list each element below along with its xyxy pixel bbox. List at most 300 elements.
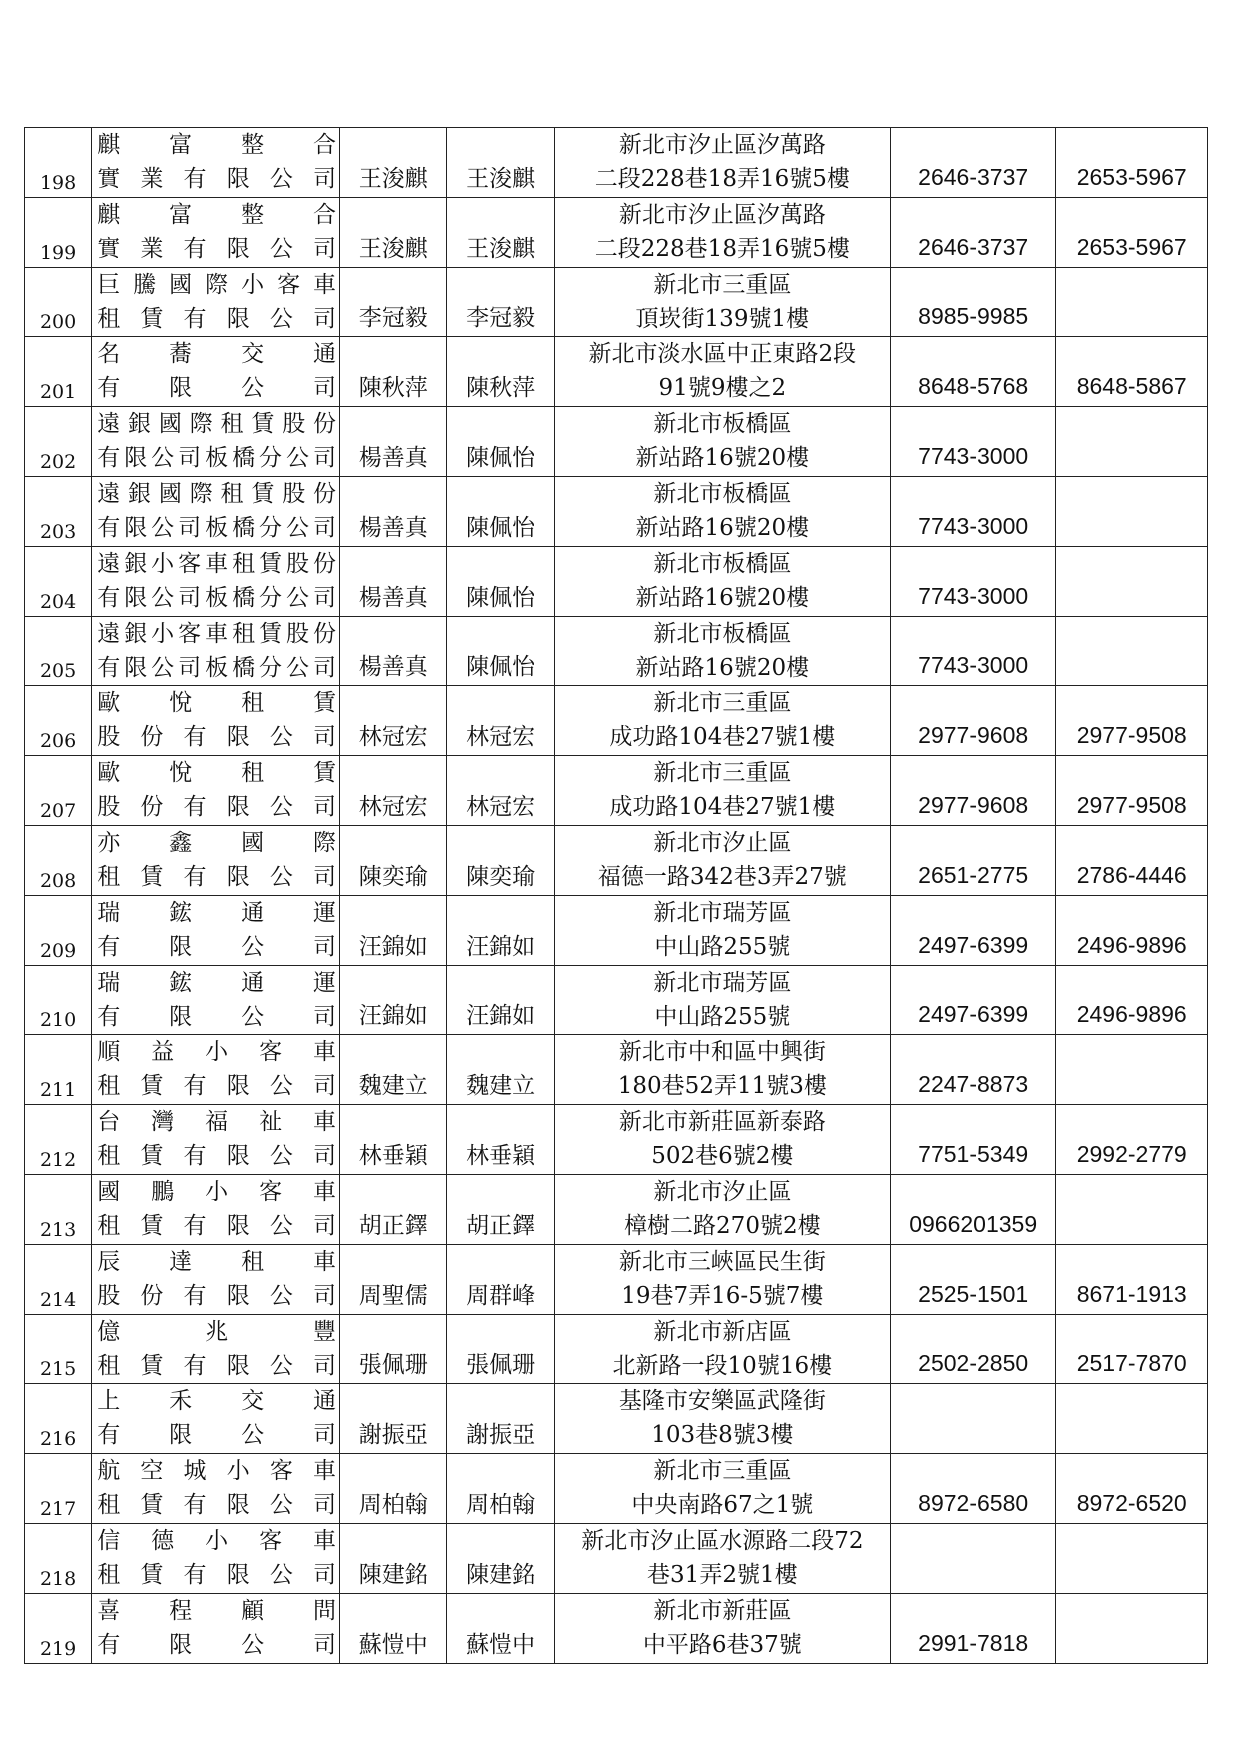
row-number: 198 xyxy=(39,171,77,194)
fax-cell xyxy=(1056,1244,1208,1314)
representative-cell xyxy=(340,546,447,616)
company-name-cell xyxy=(92,407,340,477)
row-number-cell xyxy=(25,1105,92,1175)
fax-cell xyxy=(1056,476,1208,546)
company-name-line: 有 限 公 司 板 橋 分 公 司 xyxy=(97,514,336,541)
contact-name: 謝振亞 xyxy=(466,1422,536,1449)
company-name-cell xyxy=(92,965,340,1035)
representative-name: 周柏翰 xyxy=(358,1491,428,1518)
company-name-line: 股 份 有 限 公 司 xyxy=(97,724,336,751)
row-number-cell xyxy=(25,407,92,477)
address-line: 新北市汐止區汐萬路 xyxy=(618,201,826,228)
representative-cell xyxy=(340,1244,447,1314)
row-number-cell xyxy=(25,895,92,965)
representative-name: 李冠毅 xyxy=(358,305,428,332)
table-row xyxy=(25,825,1208,895)
phone-number: 2247-8873 xyxy=(918,1071,1029,1098)
address-cell xyxy=(554,546,890,616)
fax-number: 2653-5967 xyxy=(1076,233,1187,260)
phone-cell xyxy=(890,128,1056,198)
fax-number: 2977-9508 xyxy=(1076,791,1187,818)
address-cell xyxy=(554,1523,890,1593)
address-cell xyxy=(554,686,890,756)
address-cell xyxy=(554,1244,890,1314)
table-row xyxy=(25,1384,1208,1454)
company-name-line: 有 限 公 司 xyxy=(97,1422,337,1449)
address-line: 新北市板橋區 xyxy=(653,480,792,507)
row-number-cell xyxy=(25,197,92,267)
phone-number: 2525-1501 xyxy=(918,1280,1029,1307)
fax-cell xyxy=(1056,1454,1208,1524)
table-row xyxy=(25,1593,1208,1663)
fax-cell xyxy=(1056,1035,1208,1105)
phone-number: 7743-3000 xyxy=(918,582,1029,609)
address-line: 新站路16號20樓 xyxy=(635,654,810,681)
address-cell xyxy=(554,1174,890,1244)
address-cell xyxy=(554,756,890,826)
phone-number: 7743-3000 xyxy=(918,652,1029,679)
contact-name: 張佩珊 xyxy=(466,1352,536,1379)
representative-cell xyxy=(340,756,447,826)
table-row xyxy=(25,1244,1208,1314)
company-name-line: 瑞 鋐 通 運 xyxy=(97,969,337,996)
company-name-line: 股 份 有 限 公 司 xyxy=(97,1282,336,1309)
address-line: 502巷6號2樓 xyxy=(651,1143,794,1170)
contact-cell xyxy=(447,1035,554,1105)
fax-number: 2992-2779 xyxy=(1076,1140,1187,1167)
address-line: 新北市新莊區 xyxy=(653,1597,792,1624)
address-cell xyxy=(554,337,890,407)
contact-name: 周群峰 xyxy=(466,1282,536,1309)
row-number-cell xyxy=(25,476,92,546)
fax-number: 2496-9896 xyxy=(1076,931,1187,958)
fax-number: 2653-5967 xyxy=(1076,163,1187,190)
phone-cell xyxy=(890,1174,1056,1244)
row-number: 214 xyxy=(39,1288,77,1311)
address-line: 二段228巷18弄16號5樓 xyxy=(594,235,850,262)
row-number-cell xyxy=(25,965,92,1035)
contact-name: 胡正鐸 xyxy=(466,1212,536,1239)
representative-name: 蘇愷中 xyxy=(358,1631,428,1658)
company-name-cell xyxy=(92,686,340,756)
contact-cell xyxy=(447,476,554,546)
phone-number: 2977-9608 xyxy=(918,791,1029,818)
representative-cell xyxy=(340,476,447,546)
rental-company-table xyxy=(24,127,1208,1664)
phone-cell xyxy=(890,1523,1056,1593)
address-line: 新北市汐止區 xyxy=(653,829,792,856)
address-cell xyxy=(554,825,890,895)
phone-number: 2502-2850 xyxy=(918,1350,1029,1377)
row-number: 212 xyxy=(39,1148,77,1171)
contact-name: 周柏翰 xyxy=(466,1491,536,1518)
phone-number: 8648-5768 xyxy=(918,373,1029,400)
address-line: 巷31弄2號1樓 xyxy=(647,1561,798,1588)
table-row xyxy=(25,1454,1208,1524)
address-line: 103巷8號3樓 xyxy=(651,1422,794,1449)
company-name-cell xyxy=(92,1244,340,1314)
representative-cell xyxy=(340,1314,447,1384)
row-number: 199 xyxy=(39,241,77,264)
representative-cell xyxy=(340,1105,447,1175)
phone-cell xyxy=(890,1593,1056,1663)
address-cell xyxy=(554,128,890,198)
phone-cell xyxy=(890,825,1056,895)
company-name-cell xyxy=(92,128,340,198)
row-number-cell xyxy=(25,337,92,407)
contact-name: 陳建銘 xyxy=(466,1561,536,1588)
address-line: 新北市中和區中興街 xyxy=(618,1039,826,1066)
phone-cell xyxy=(890,756,1056,826)
company-name-line: 實 業 有 限 公 司 xyxy=(97,166,336,192)
contact-cell xyxy=(447,965,554,1035)
representative-name: 陳奕瑜 xyxy=(358,863,428,890)
company-name-cell xyxy=(92,825,340,895)
contact-cell xyxy=(447,1105,554,1175)
phone-cell xyxy=(890,965,1056,1035)
company-name-line: 喜 程 顧 問 xyxy=(97,1597,337,1624)
contact-cell xyxy=(447,1174,554,1244)
company-name-cell xyxy=(92,337,340,407)
address-line: 成功路104巷27號1樓 xyxy=(609,794,836,821)
company-name-cell xyxy=(92,197,340,267)
row-number-cell xyxy=(25,267,92,337)
company-name-cell xyxy=(92,476,340,546)
contact-name: 林垂穎 xyxy=(466,1142,536,1169)
phone-number: 0966201359 xyxy=(909,1210,1038,1237)
company-name-line: 航 空 城 小 客 車 xyxy=(97,1458,336,1485)
address-line: 新北市三重區 xyxy=(653,271,792,298)
row-number: 210 xyxy=(39,1009,77,1032)
phone-number: 2991-7818 xyxy=(918,1629,1029,1656)
address-line: 新北市瑞芳區 xyxy=(653,969,792,996)
company-name-line: 租 賃 有 限 公 司 xyxy=(97,1352,336,1379)
phone-cell xyxy=(890,1314,1056,1384)
company-name-line: 遠 銀 小 客 車 租 賃 股 份 xyxy=(97,550,336,577)
address-line: 中平路6巷37號 xyxy=(642,1631,802,1658)
fax-number: 2977-9508 xyxy=(1076,722,1187,749)
company-name-cell xyxy=(92,1314,340,1384)
representative-cell xyxy=(340,267,447,337)
phone-number: 8972-6580 xyxy=(918,1489,1029,1516)
table-row xyxy=(25,1174,1208,1244)
company-name-line: 國 鵬 小 客 車 xyxy=(97,1178,337,1205)
row-number-cell xyxy=(25,1523,92,1593)
row-number-cell xyxy=(25,1174,92,1244)
phone-number: 2646-3737 xyxy=(918,163,1029,190)
row-number: 217 xyxy=(39,1497,77,1520)
row-number: 215 xyxy=(39,1358,77,1381)
phone-number: 2651-2775 xyxy=(918,861,1029,888)
company-name-cell xyxy=(92,1174,340,1244)
address-line: 新站路16號20樓 xyxy=(635,584,810,611)
company-name-cell xyxy=(92,1454,340,1524)
row-number-cell xyxy=(25,1314,92,1384)
row-number-cell xyxy=(25,825,92,895)
phone-cell xyxy=(890,1454,1056,1524)
contact-cell xyxy=(447,1314,554,1384)
address-line: 中山路255號 xyxy=(654,1003,791,1030)
phone-cell xyxy=(890,337,1056,407)
representative-name: 謝振亞 xyxy=(358,1422,428,1449)
contact-name: 林冠宏 xyxy=(466,724,536,751)
company-name-cell xyxy=(92,267,340,337)
address-line: 新北市新莊區新泰路 xyxy=(618,1109,826,1136)
row-number: 211 xyxy=(39,1079,77,1102)
row-number: 205 xyxy=(39,660,77,683)
phone-cell xyxy=(890,407,1056,477)
fax-cell xyxy=(1056,1314,1208,1384)
company-name-line: 有 限 公 司 板 橋 分 公 司 xyxy=(97,445,336,472)
company-name-line: 租 賃 有 限 公 司 xyxy=(97,305,336,332)
address-line: 新北市新店區 xyxy=(653,1318,792,1345)
contact-cell xyxy=(447,197,554,267)
contact-name: 陳奕瑜 xyxy=(466,863,536,890)
row-number: 204 xyxy=(39,590,77,613)
address-line: 新北市板橋區 xyxy=(653,411,792,438)
phone-number: 7751-5349 xyxy=(918,1140,1029,1167)
table-row xyxy=(25,616,1208,686)
contact-cell xyxy=(447,267,554,337)
fax-cell xyxy=(1056,895,1208,965)
company-name-line: 巨 騰 國 際 小 客 車 xyxy=(97,271,337,298)
phone-number: 2497-6399 xyxy=(918,1001,1029,1028)
address-line: 福德一路342巷3弄27號 xyxy=(597,863,847,890)
row-number-cell xyxy=(25,546,92,616)
contact-cell xyxy=(447,1384,554,1454)
row-number: 203 xyxy=(39,520,77,543)
contact-cell xyxy=(447,1523,554,1593)
company-name-line: 信 德 小 客 車 xyxy=(97,1527,337,1554)
table-body xyxy=(25,128,1208,1664)
representative-name: 汪錦如 xyxy=(358,933,428,960)
contact-cell xyxy=(447,825,554,895)
address-line: 新北市板橋區 xyxy=(653,620,792,647)
contact-cell xyxy=(447,1454,554,1524)
company-name-line: 名 蕎 交 通 xyxy=(97,341,337,368)
address-cell xyxy=(554,267,890,337)
address-cell xyxy=(554,476,890,546)
company-name-line: 租 賃 有 限 公 司 xyxy=(97,1073,336,1100)
row-number: 216 xyxy=(39,1428,77,1451)
contact-cell xyxy=(447,1244,554,1314)
table-row xyxy=(25,267,1208,337)
fax-cell xyxy=(1056,197,1208,267)
table-row xyxy=(25,337,1208,407)
company-name-line: 遠 銀 國 際 租 賃 股 份 xyxy=(97,411,337,438)
address-line: 新站路16號20樓 xyxy=(635,514,810,541)
company-name-line: 租 賃 有 限 公 司 xyxy=(97,1143,336,1170)
table-row xyxy=(25,128,1208,198)
company-name-line: 上 禾 交 通 xyxy=(97,1388,337,1415)
representative-cell xyxy=(340,1593,447,1663)
representative-cell xyxy=(340,1523,447,1593)
contact-cell xyxy=(447,407,554,477)
row-number: 213 xyxy=(39,1218,77,1241)
company-name-line: 租 賃 有 限 公 司 xyxy=(97,1561,336,1588)
address-line: 中山路255號 xyxy=(654,933,791,960)
row-number: 206 xyxy=(39,730,77,753)
address-cell xyxy=(554,1454,890,1524)
fax-cell xyxy=(1056,825,1208,895)
fax-cell xyxy=(1056,267,1208,337)
fax-cell xyxy=(1056,756,1208,826)
representative-cell xyxy=(340,1384,447,1454)
representative-cell xyxy=(340,407,447,477)
phone-cell xyxy=(890,1035,1056,1105)
representative-cell xyxy=(340,965,447,1035)
phone-number: 2497-6399 xyxy=(918,931,1029,958)
contact-cell xyxy=(447,546,554,616)
contact-name: 陳秋萍 xyxy=(466,375,536,402)
row-number-cell xyxy=(25,128,92,198)
fax-cell xyxy=(1056,1174,1208,1244)
fax-cell xyxy=(1056,407,1208,477)
representative-name: 林冠宏 xyxy=(358,793,428,820)
address-line: 新站路16號20樓 xyxy=(635,445,810,472)
address-line: 新北市汐止區水源路二段72 xyxy=(581,1527,864,1554)
company-name-line: 有 限 公 司 板 橋 分 公 司 xyxy=(97,654,336,681)
row-number: 207 xyxy=(39,799,77,822)
table-row xyxy=(25,756,1208,826)
address-cell xyxy=(554,1105,890,1175)
address-line: 新北市瑞芳區 xyxy=(653,899,792,926)
company-name-line: 有 限 公 司 xyxy=(97,375,337,402)
address-cell xyxy=(554,1314,890,1384)
company-name-line: 實 業 有 限 公 司 xyxy=(97,235,336,262)
representative-name: 陳建銘 xyxy=(358,1561,428,1588)
table-row xyxy=(25,686,1208,756)
address-line: 成功路104巷27號1樓 xyxy=(609,724,836,751)
representative-name: 張佩珊 xyxy=(358,1352,428,1379)
address-line: 頂崁街139號1樓 xyxy=(635,305,810,332)
address-cell xyxy=(554,965,890,1035)
address-line: 新北市三重區 xyxy=(653,1458,792,1485)
row-number-cell xyxy=(25,1384,92,1454)
phone-number: 7743-3000 xyxy=(918,442,1029,469)
company-name-cell xyxy=(92,1593,340,1663)
contact-cell xyxy=(447,756,554,826)
phone-cell xyxy=(890,895,1056,965)
representative-cell xyxy=(340,616,447,686)
phone-cell xyxy=(890,1244,1056,1314)
row-number-cell xyxy=(25,756,92,826)
contact-name: 陳佩怡 xyxy=(466,514,536,541)
representative-cell xyxy=(340,686,447,756)
contact-name: 陳佩怡 xyxy=(466,584,536,611)
fax-cell xyxy=(1056,337,1208,407)
contact-cell xyxy=(447,1593,554,1663)
address-line: 新北市汐止區汐萬路 xyxy=(618,132,826,158)
address-line: 180巷52弄11號3樓 xyxy=(617,1073,827,1100)
representative-name: 陳秋萍 xyxy=(358,375,428,402)
representative-name: 魏建立 xyxy=(358,1073,428,1100)
address-line: 19巷7弄16-5號7樓 xyxy=(621,1282,824,1309)
fax-number: 8972-6520 xyxy=(1076,1489,1187,1516)
company-name-cell xyxy=(92,1105,340,1175)
address-line: 二段228巷18弄16號5樓 xyxy=(594,166,850,192)
contact-cell xyxy=(447,616,554,686)
contact-cell xyxy=(447,337,554,407)
row-number-cell xyxy=(25,1035,92,1105)
contact-name: 林冠宏 xyxy=(466,793,536,820)
contact-name: 陳佩怡 xyxy=(466,654,536,681)
representative-name: 楊善真 xyxy=(358,514,428,541)
contact-name: 蘇愷中 xyxy=(466,1631,536,1658)
fax-number: 2786-4446 xyxy=(1076,861,1187,888)
representative-name: 林冠宏 xyxy=(358,724,428,751)
representative-cell xyxy=(340,337,447,407)
representative-cell xyxy=(340,1454,447,1524)
table-row xyxy=(25,965,1208,1035)
row-number-cell xyxy=(25,1244,92,1314)
representative-name: 楊善真 xyxy=(358,584,428,611)
representative-cell xyxy=(340,128,447,198)
company-name-line: 亦 鑫 國 際 xyxy=(97,829,337,856)
fax-cell xyxy=(1056,686,1208,756)
row-number: 218 xyxy=(39,1567,77,1590)
representative-cell xyxy=(340,825,447,895)
row-number: 209 xyxy=(39,939,77,962)
representative-cell xyxy=(340,1035,447,1105)
address-cell xyxy=(554,1035,890,1105)
phone-cell xyxy=(890,546,1056,616)
phone-cell xyxy=(890,616,1056,686)
phone-number: 8985-9985 xyxy=(918,303,1029,330)
phone-number: 2977-9608 xyxy=(918,722,1029,749)
address-cell xyxy=(554,1384,890,1454)
address-line: 北新路一段10號16樓 xyxy=(612,1352,833,1379)
fax-cell xyxy=(1056,1105,1208,1175)
company-name-line: 有 限 公 司 板 橋 分 公 司 xyxy=(97,584,336,611)
company-name-cell xyxy=(92,756,340,826)
representative-cell xyxy=(340,197,447,267)
table-row xyxy=(25,1105,1208,1175)
company-name-line: 租 賃 有 限 公 司 xyxy=(97,863,336,890)
fax-number: 2517-7870 xyxy=(1076,1350,1187,1377)
row-number: 201 xyxy=(39,381,77,404)
contact-cell xyxy=(447,128,554,198)
row-number: 200 xyxy=(39,311,77,334)
phone-cell xyxy=(890,1384,1056,1454)
table-row xyxy=(25,895,1208,965)
company-name-line: 歐 悅 租 賃 xyxy=(97,760,337,787)
representative-name: 王浚麒 xyxy=(358,165,428,192)
address-line: 新北市汐止區 xyxy=(653,1178,792,1205)
representative-name: 周聖儒 xyxy=(358,1282,428,1309)
table-row xyxy=(25,1314,1208,1384)
address-cell xyxy=(554,616,890,686)
fax-cell xyxy=(1056,1523,1208,1593)
address-cell xyxy=(554,407,890,477)
representative-cell xyxy=(340,895,447,965)
phone-cell xyxy=(890,1105,1056,1175)
company-name-line: 順 益 小 客 車 xyxy=(97,1039,337,1066)
representative-name: 胡正鐸 xyxy=(358,1212,428,1239)
row-number-cell xyxy=(25,1593,92,1663)
fax-number: 8648-5867 xyxy=(1076,373,1187,400)
company-name-line: 歐 悅 租 賃 xyxy=(97,690,337,717)
company-name-cell xyxy=(92,1035,340,1105)
company-name-line: 瑞 鋐 通 運 xyxy=(97,899,337,926)
company-name-line: 租 賃 有 限 公 司 xyxy=(97,1492,336,1519)
fax-cell xyxy=(1056,1593,1208,1663)
fax-cell xyxy=(1056,1384,1208,1454)
fax-cell xyxy=(1056,616,1208,686)
contact-name: 汪錦如 xyxy=(466,1003,536,1030)
table-row xyxy=(25,1035,1208,1105)
fax-cell xyxy=(1056,128,1208,198)
